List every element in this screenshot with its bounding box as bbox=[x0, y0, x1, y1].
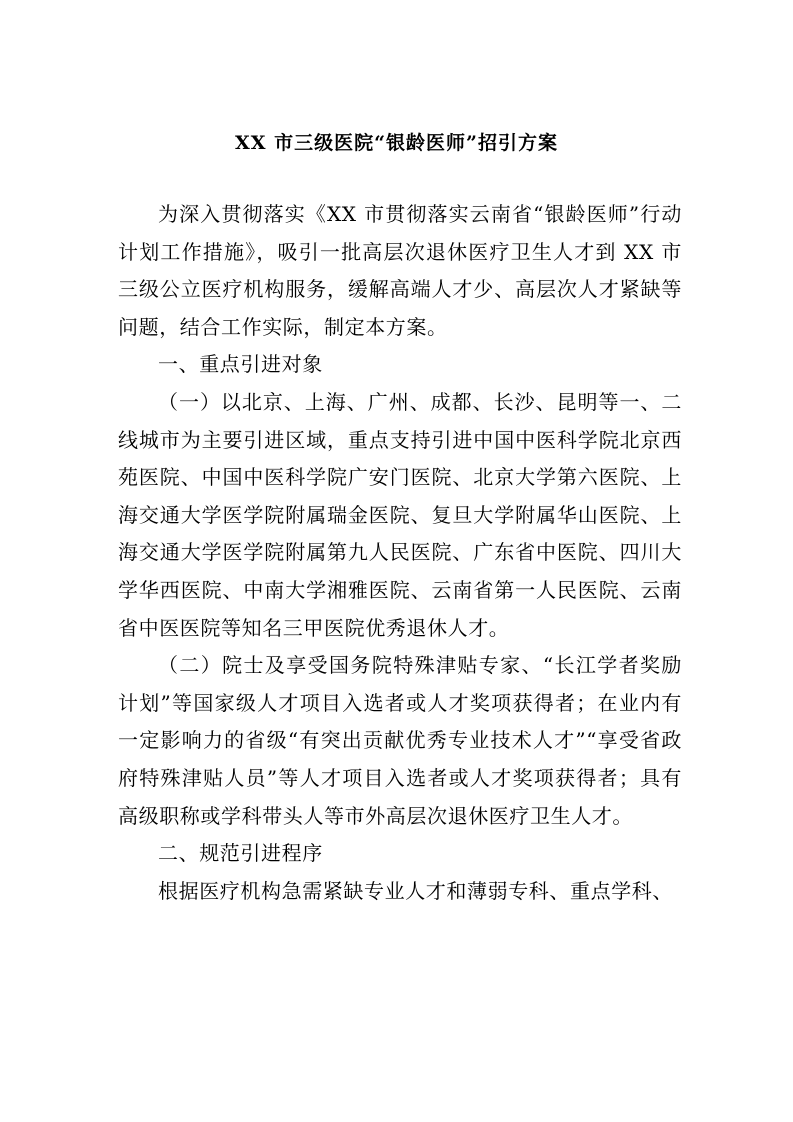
item-paragraph-2: （二）院士及享受国务院特殊津贴专家、“长江学者奖励计划”等国家级人才项目入选者或人才奖项获得者；在业内有一定影响力的省级“有突出贡献优秀专业技术人才”“享受省政府特殊津贴人员”等人才项目入选者或人才奖项获得者；具有高级职称或学科带头人等市外高层次退休医疗卫生人才。 bbox=[118, 653, 682, 828]
item-paragraph-1: （一）以北京、上海、广州、成都、长沙、昆明等一、二线城市为主要引进区域，重点支持引进中国中医科学院北京西苑医院、中国中医科学院广安门医院、北京大学第六医院、上海交通大学医学院附属瑞金医院、复旦大学附属华山医院、上海交通大学医学院附属第九人民医院、广东省中医院、四川大学华西医院、中南大学湘雅医院、云南省第一人民医院、云南省中医医院等知名三甲医院优秀退休人才。 bbox=[118, 389, 682, 640]
section-heading-2: 二、规范引进程序 bbox=[158, 841, 323, 866]
intro-paragraph: 为深入贯彻落实《XX 市贯彻落实云南省“银龄医师”行动计划工作措施》，吸引一批高层次退休医疗卫生人才到 XX 市三级公立医疗机构服务，缓解高端人才少、高层次人才紧缺等问题，结合工作实际，制定本方案。 bbox=[118, 202, 682, 339]
document-body bbox=[118, 196, 682, 910]
section-heading-1: 一、重点引进对象 bbox=[158, 352, 323, 377]
procedure-paragraph: 根据医疗机构急需紧缺专业人才和薄弱专科、重点学科、 bbox=[158, 878, 673, 903]
document-title: XX 市三级医院“银龄医师”招引方案 bbox=[235, 132, 558, 154]
